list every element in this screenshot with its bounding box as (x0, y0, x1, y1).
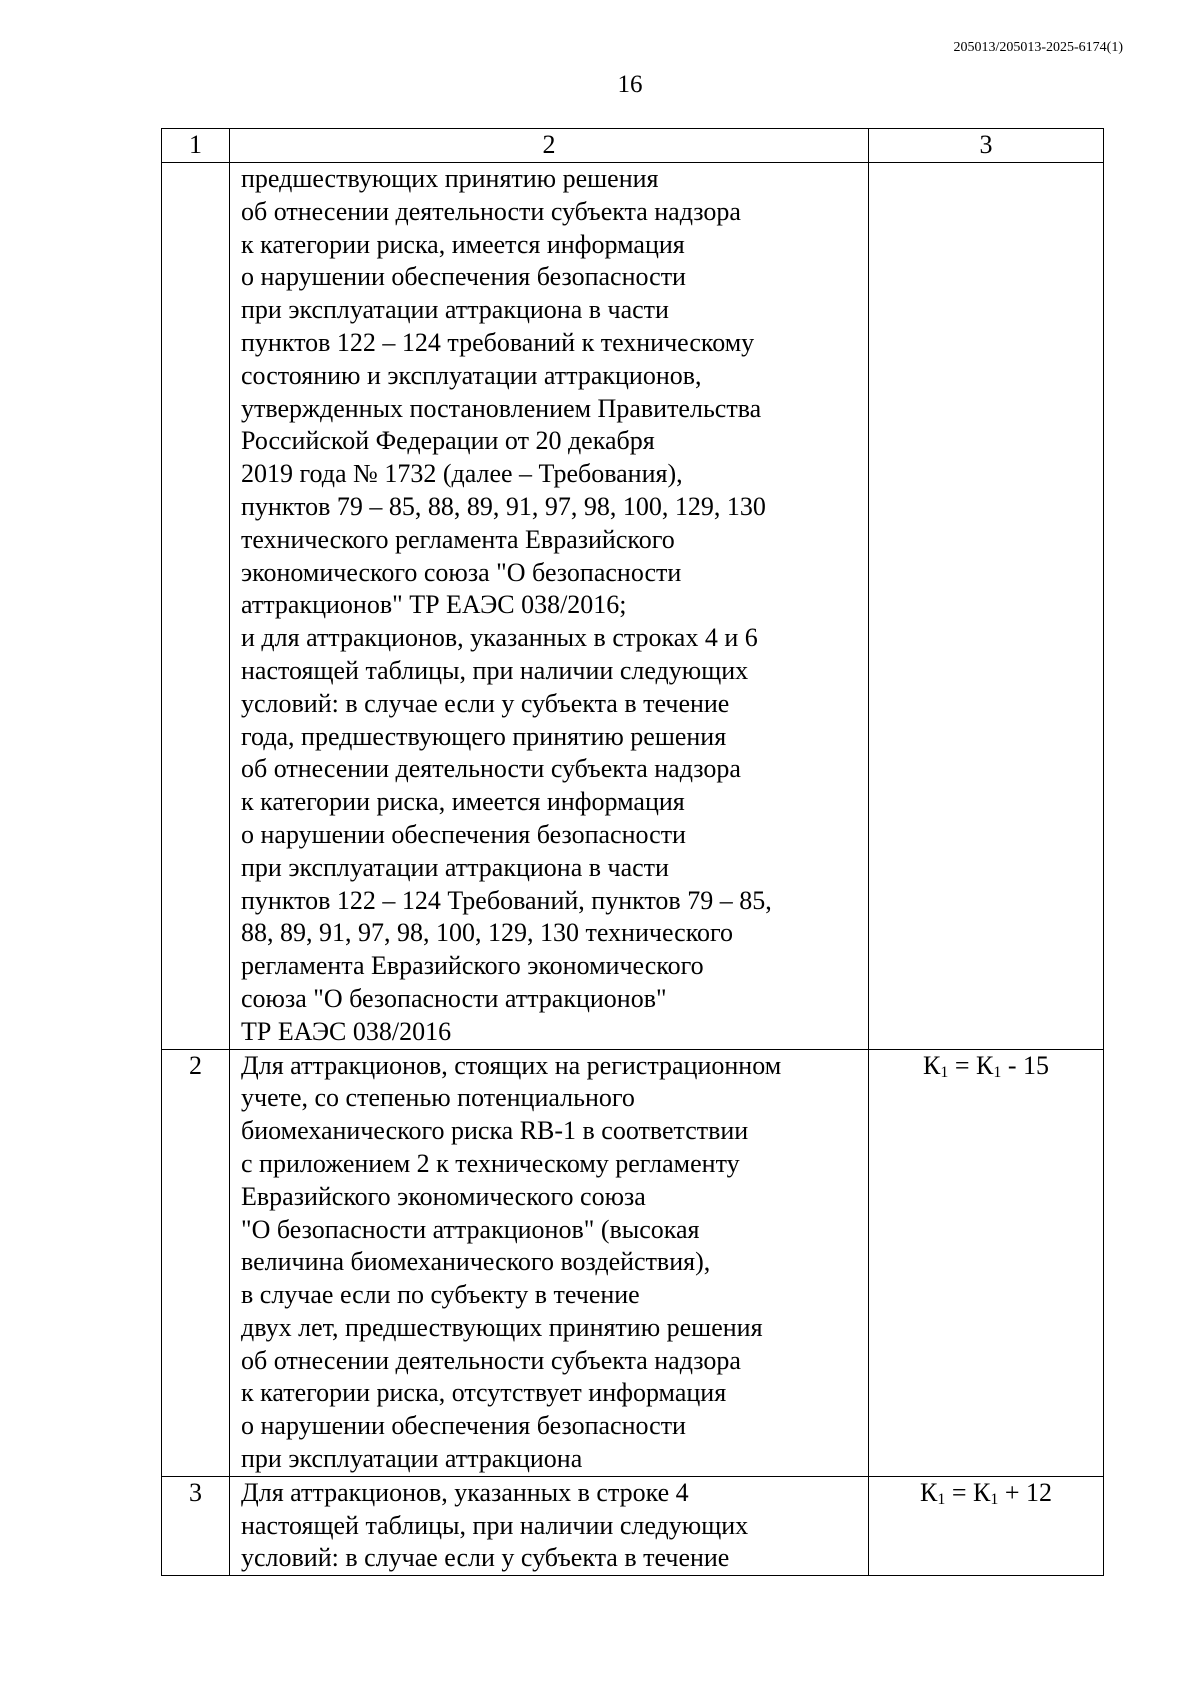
condition-text-cell (230, 163, 869, 1050)
table-row (162, 163, 1104, 1050)
page-number: 16 (617, 71, 643, 98)
text-line: "О безопасности аттракционов" (высокая (241, 1214, 700, 1244)
text-line: об отнесении деятельности субъекта надзора (241, 754, 741, 784)
text-line: настоящей таблицы, при наличии следующих (241, 655, 749, 685)
text-line: союза "О безопасности аттракционов" (241, 983, 667, 1013)
text-line: условий: в случае если у субъекта в течение (241, 1543, 730, 1573)
formula-sub2: 1 (993, 1063, 1002, 1081)
condition-text-cell (230, 1476, 869, 1575)
text-line: об отнесении деятельности субъекта надзора (241, 1345, 741, 1375)
text-line: при эксплуатации аттракциона в части (241, 295, 669, 325)
text-line: двух лет, предшествующих принятию решения (241, 1312, 763, 1342)
text-line: об отнесении деятельности субъекта надзора (241, 196, 741, 226)
table-header-row (162, 129, 1104, 163)
text-line: в случае если по субъекту в течение (241, 1280, 640, 1310)
row-number-cell: 2 (162, 1049, 230, 1476)
risk-coefficient-table (161, 128, 1104, 1576)
formula-sub2: 1 (990, 1490, 999, 1508)
text-line: Для аттракционов, указанных в строке 4 (241, 1477, 689, 1507)
text-line: учете, со степенью потенциального (241, 1083, 635, 1113)
text-line: к категории риска, имеется информация (241, 787, 685, 817)
row-number-cell (162, 163, 230, 1050)
formula-mid: = К (945, 1477, 991, 1507)
text-line: настоящей таблицы, при наличии следующих (241, 1510, 749, 1540)
condition-text-cell (230, 1049, 869, 1476)
text-line: экономического союза "О безопасности (241, 557, 682, 587)
text-line: регламента Евразийского экономического (241, 951, 704, 981)
text-line: 2019 года № 1732 (далее – Требования), (241, 459, 683, 489)
text-line: и для аттракционов, указанных в строках 4 и 6 (241, 623, 758, 653)
text-line: пунктов 122 – 124 требований к техническому (241, 327, 755, 357)
text-line: при эксплуатации аттракциона в части (241, 852, 669, 882)
column-header-2: 2 (230, 129, 869, 163)
text-line: состоянию и эксплуатации аттракционов, (241, 360, 702, 390)
formula-sub1: 1 (937, 1490, 946, 1508)
row-number-cell: 3 (162, 1476, 230, 1575)
text-line: предшествующих принятию решения (241, 164, 659, 193)
text-line: технического регламента Евразийского (241, 524, 675, 554)
text-line: величина биомеханического воздействия), (241, 1247, 711, 1277)
text-line: о нарушении обеспечения безопасности (241, 1411, 686, 1441)
formula-pre: К (922, 1050, 941, 1080)
table-row (162, 1476, 1104, 1575)
text-line: Для аттракционов, стоящих на регистрационном (241, 1050, 782, 1080)
text-line: с приложением 2 к техническому регламенту (241, 1148, 740, 1178)
coefficient-formula-cell (869, 163, 1104, 1050)
formula-pre: К (919, 1477, 938, 1507)
text-line: о нарушении обеспечения безопасности (241, 262, 686, 292)
text-line: года, предшествующего принятию решения (241, 721, 727, 751)
text-line: 88, 89, 91, 97, 98, 100, 129, 130 технического (241, 918, 734, 948)
text-line: условий: в случае если у субъекта в течение (241, 688, 730, 718)
text-line: аттракционов" ТР ЕАЭС 038/2016; (241, 590, 627, 620)
text-line: пунктов 122 – 124 Требований, пунктов 79 – 85, (241, 885, 772, 915)
text-line: о нарушении обеспечения безопасности (241, 819, 686, 849)
formula-mid: = К (948, 1050, 994, 1080)
formula-post: - 15 (1001, 1050, 1050, 1080)
table-row (162, 1049, 1104, 1476)
text-line: Евразийского экономического союза (241, 1181, 646, 1211)
coefficient-formula-cell (869, 1049, 1104, 1476)
column-header-3: 3 (869, 129, 1104, 163)
text-line: к категории риска, имеется информация (241, 229, 685, 259)
text-line: утвержденных постановлением Правительства (241, 393, 762, 423)
document-id: 205013/205013-2025-6174(1) (953, 40, 1123, 55)
text-line: Российской Федерации от 20 декабря (241, 426, 655, 456)
formula-sub1: 1 (940, 1063, 949, 1081)
text-line: при эксплуатации аттракциона (241, 1444, 583, 1474)
column-header-1: 1 (162, 129, 230, 163)
text-line: к категории риска, отсутствует информация (241, 1378, 727, 1408)
text-line: пунктов 79 – 85, 88, 89, 91, 97, 98, 100, 129, 130 (241, 491, 766, 521)
formula-post: + 12 (998, 1477, 1053, 1507)
text-line: биомеханического риска RB-1 в соответствии (241, 1116, 749, 1146)
coefficient-formula-cell (869, 1476, 1104, 1575)
text-line: ТР ЕАЭС 038/2016 (241, 1016, 452, 1046)
